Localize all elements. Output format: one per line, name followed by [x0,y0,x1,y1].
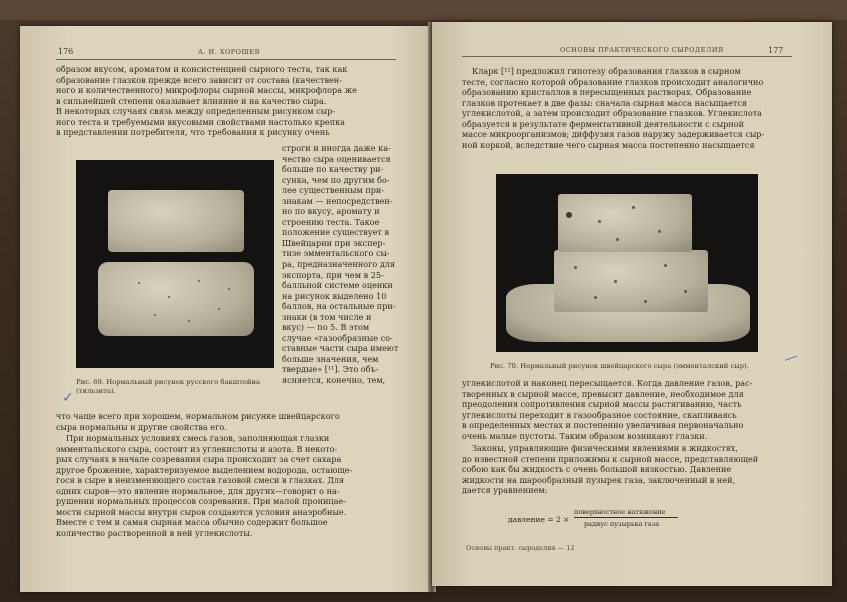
text-line: образом вкусом, ароматом и консистенцией сырного теста, так как [56,64,348,74]
text-line: образованию кристаллов в пересыщенных растворах. Образование [462,87,752,98]
text-line: ра, предназначенного для [282,259,396,270]
text-line: в представлении потребителя, что требования к рисунку очень [56,127,330,138]
text-line: строению теста. Такое [282,216,380,227]
text-line: до известной степени приложимы к сырной массе, представляющей [462,453,759,464]
left-second-paragraph [56,433,398,538]
text-line: другое брожение, характеризуемое выделением водорода, остающе- [56,464,353,475]
cheese-block-bottom [98,262,254,336]
text-line: строги и иногда даже ка- [282,143,391,153]
text-line: что чаще всего при хорошем, нормальном рисунке швейцарского [56,411,340,421]
text-line: образуется в результате ферментативной деятельности с сырной [462,118,744,129]
text-line: гося в сыре в неизменяющего состав газовой смеси в глазках. Для [56,475,345,486]
text-line: знаки (в том числе и [282,311,372,322]
text-line: лее существенным при- [282,185,385,196]
text-line: больше по качеству ри- [282,164,384,175]
text-line: мости сырной массы внутри сыров создаются условия анаэробные. [56,506,347,517]
right-middle-paragraph [462,378,792,441]
text-line: рых случаях в начале созревания сыра происходит за счет сахара [56,454,342,465]
text-line: эмментальского сыра, состоит из углекислоты и азота. В некото- [56,443,338,454]
text-line: глазков протекает в две фазы: сначала сырная масса насыщается [462,97,748,108]
cheese-block-top [108,190,244,252]
text-line: Законы, управляющие физическими явлениями в жидкостях, [472,443,738,453]
text-line: очень малые пустоты. Таким образом возникают глазки. [462,430,708,441]
figure-69-photo [76,160,274,368]
left-page [20,26,432,592]
text-line: сунка, чем по другим бо- [282,174,390,185]
text-line: больше значения, чем [282,353,379,364]
running-head: ОСНОВЫ ПРАКТИЧЕСКОГО СЫРОДЕЛИЯ [560,46,724,54]
left-bottom-paragraph [56,411,398,432]
text-line: знакам — непосредствен- [282,195,393,206]
right-top-paragraph [462,66,792,150]
figure-69-caption: Рис. 69. Нормальный рисунок русского бакштейна (тильзита). [76,378,261,395]
text-line: твердые» [¹¹]. Это объ- [282,364,379,375]
text-line: углекислотой и наконец пересыщается. Когда давление газов, рас- [462,378,753,388]
pencil-mark: ✓ [62,390,74,406]
figure-70-photo [496,174,758,352]
text-line: вкус) — по 5. В этом [282,322,370,333]
text-line: ного теста и требуемыми вкусовыми свойствами настолько крепка [56,116,345,127]
text-line: жидкости на шарообразный пузырек газа, заключенный в ней, [462,474,736,485]
printer-signature: Основы практ. сыроделия — 12 [466,544,575,552]
text-line: В некоторых случаях связь между определенным рисунком сыр- [56,106,336,117]
text-line: случае «газообразные со- [282,332,393,343]
text-line: экспорта, при чем в 25- [282,269,384,280]
text-line: собою как бы жидкость с очень большой вязкостью. Давление [462,464,732,475]
figure-70-caption: Рис. 70. Нормальный рисунок швейцарского сыра (эмменталский сыр). [490,362,749,370]
text-line: одних сыров—это явление нормальное, для других—говорит о на- [56,485,340,496]
text-line: балльной системе оценки [282,280,393,291]
right-second-paragraph [462,443,792,496]
text-line: Швейцарии при экспер- [282,237,386,248]
text-line: Вместе с тем и самая сырная масса обычно содержит большое [56,517,328,528]
left-top-paragraph [56,64,398,138]
text-line: чество сыра оценивается [282,153,391,164]
text-line: ясняется, конечно, тем, [282,375,386,386]
text-line: тесте, согласно которой образование глазков происходит аналогично [462,76,764,87]
formula-lhs: давление = 2 × [508,515,570,524]
fraction-bar [574,517,678,518]
text-line: но по вкусу, аромату и [282,206,380,217]
text-line: массе микроорганизмов; диффузия газов наружу задерживается сыр- [462,129,765,140]
text-line: в сильнейшей степени оказывает влияние и на качество сыра. [56,95,327,106]
text-line: рушении нормальных процессов созревания. При малой проницае- [56,496,346,507]
text-line: образование глазков прежде всего зависит от состава (качествен- [56,74,342,85]
text-line: ной коркой, вследствие чего сырная масса постепенно насыщается [462,139,755,150]
formula-numerator: поверхностное натяжение [574,508,666,516]
text-line: тизе эмментальского сы- [282,248,390,259]
text-line: Кларк [¹²] предложил гипотезу образования глазков в сырном [472,66,741,76]
text-line: количество растворенной в ней углекислоты. [56,527,253,538]
right-page [432,22,832,586]
header-rule [462,56,792,57]
text-line: сыра нормальны и другие свойства его. [56,421,227,432]
text-line: углекислоты переходит в газообразное состояние, скапливаясь [462,409,737,420]
formula-denominator: радиус пузырька газа [584,520,660,528]
text-line: баллов, на остальные при- [282,301,396,312]
text-line: При нормальных условиях смесь газов, заполняющая глазки [66,433,330,443]
page-number: 176 [58,47,74,56]
text-line: положение существует в [282,227,390,238]
text-line: творенных в сырной массе, превысит давление, необходимое для [462,388,744,399]
text-line: ного и количественного) микрофлоры сырной массы, микрофлора же [56,85,357,96]
header-rule [56,59,396,60]
text-line: преодоления сопротивления сырной массы растягиванию, часть [462,399,742,410]
pencil-mark: — [781,348,801,368]
cheese-wedge-middle [554,250,708,312]
text-line: в определенных местах и постепенно увеличивая первоначально [462,420,744,431]
page-number: 177 [768,46,784,55]
board-edge [0,0,847,20]
text-line: на рисунок выделено 10 [282,290,387,301]
text-line: углекислотой, а затем происходит образование глазков. Углекислота [462,108,762,119]
text-line: ставные части сыра имеют [282,343,399,354]
cheese-wedge-top [558,194,692,252]
left-side-column [282,143,400,386]
text-line: дается уравнением: [462,485,548,496]
running-head: А. И. ХОРОШЕВ [198,48,260,56]
